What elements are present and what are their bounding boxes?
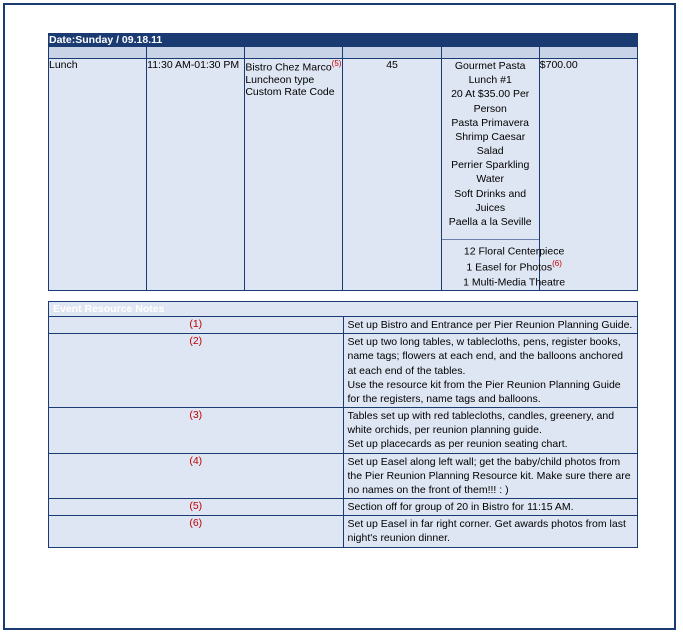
table-row [49,453,638,499]
count-label: 45 [386,59,398,71]
table-row [49,499,638,516]
menu-subtitle: 20 At $35.00 Per Person [451,88,530,115]
cell-function [49,59,147,291]
note-number: (4) [49,453,344,499]
note-line: Use the resource kit from the Pier Reunion Planning Guide for the registers, name tags and balloons. [347,378,621,405]
notes-title-row [49,302,638,317]
table-row [49,408,638,454]
header-price [539,47,637,59]
menu-item: Soft Drinks and Juices [454,187,527,214]
document-page [3,3,676,630]
header-room [245,47,343,59]
note-text [343,516,638,547]
table-row [49,516,638,547]
note-number: (3) [49,408,344,454]
note-line: Section off for group of 20 in Bistro for 11:15 AM. [347,501,574,514]
room-line-1 [245,59,342,74]
extra-text: 1 Multi-Media Theatre [463,276,566,289]
room-line-2: Luncheon type [245,73,315,86]
note-number: (6) [49,516,344,547]
header-menu [441,47,539,59]
note-number: (5) [49,499,344,516]
header-time [147,47,245,59]
notes-title: Event Resource Notes [49,302,638,317]
menu-title: Gourmet Pasta Lunch #1 [454,60,526,87]
event-schedule-table [48,33,638,291]
document-content [48,33,638,548]
date-bar: Date:Sunday / 09.18.11 [49,34,638,47]
room-note-ref: (5) [331,59,342,68]
note-number: (1) [49,317,344,334]
header-count [343,47,441,59]
note-text [343,334,638,408]
schedule-header-row [49,47,638,59]
note-text [343,317,638,334]
room-line-3: Custom Rate Code [245,85,335,98]
note-text [343,499,638,516]
note-line: Tables set up with red tablecloths, candles, greenery, and white orchids, per reunion planning guide. [347,410,615,437]
schedule-body-row [49,59,638,291]
cell-room [245,59,343,291]
extra-note-ref: (6) [552,258,562,268]
menu-item: Shrimp Caesar Salad [455,130,526,158]
note-line: Set up two long tables, w tablecloths, pens, register books, name tags; flowers at each end, and the balloons anchored at each end of the tables. [347,336,624,377]
note-line: Set up Bistro and Entrance per Pier Reunion Planning Guide. [347,319,633,332]
extra-text: 1 Easel for Photos [466,261,553,274]
function-label: Lunch [49,59,78,71]
price-label: $700.00 [539,59,578,71]
note-text [343,408,638,454]
menu-item: Pasta Primavera [451,116,530,129]
event-resource-notes-table [48,301,638,548]
menu-item: Perrier Sparkling Water [451,159,530,186]
table-row [49,334,638,408]
time-label: 11:30 AM-01:30 PM [147,59,240,71]
cell-count [343,59,441,291]
date-bar-row [49,34,638,47]
menu-item: Paella a la Seville [448,215,532,228]
table-row [49,317,638,334]
extra-item [442,274,587,290]
extra-text: 12 Floral Centerpiece [463,245,565,258]
note-line: Set up Easel along left wall; get the baby/child photos from the Pier Reunion Planning Resource kit. Make sure there are no names on the front of them!!! : ) [347,455,631,496]
header-function [49,47,147,59]
note-number: (2) [49,334,344,408]
room-name: Bistro Chez Marco [245,61,332,74]
note-text [343,453,638,499]
cell-time [147,59,245,291]
note-line: Set up Easel in far right corner. Get awards photos from last night's reunion dinner. [347,518,626,545]
note-line: Set up placecards as per reunion seating chart. [347,438,568,451]
